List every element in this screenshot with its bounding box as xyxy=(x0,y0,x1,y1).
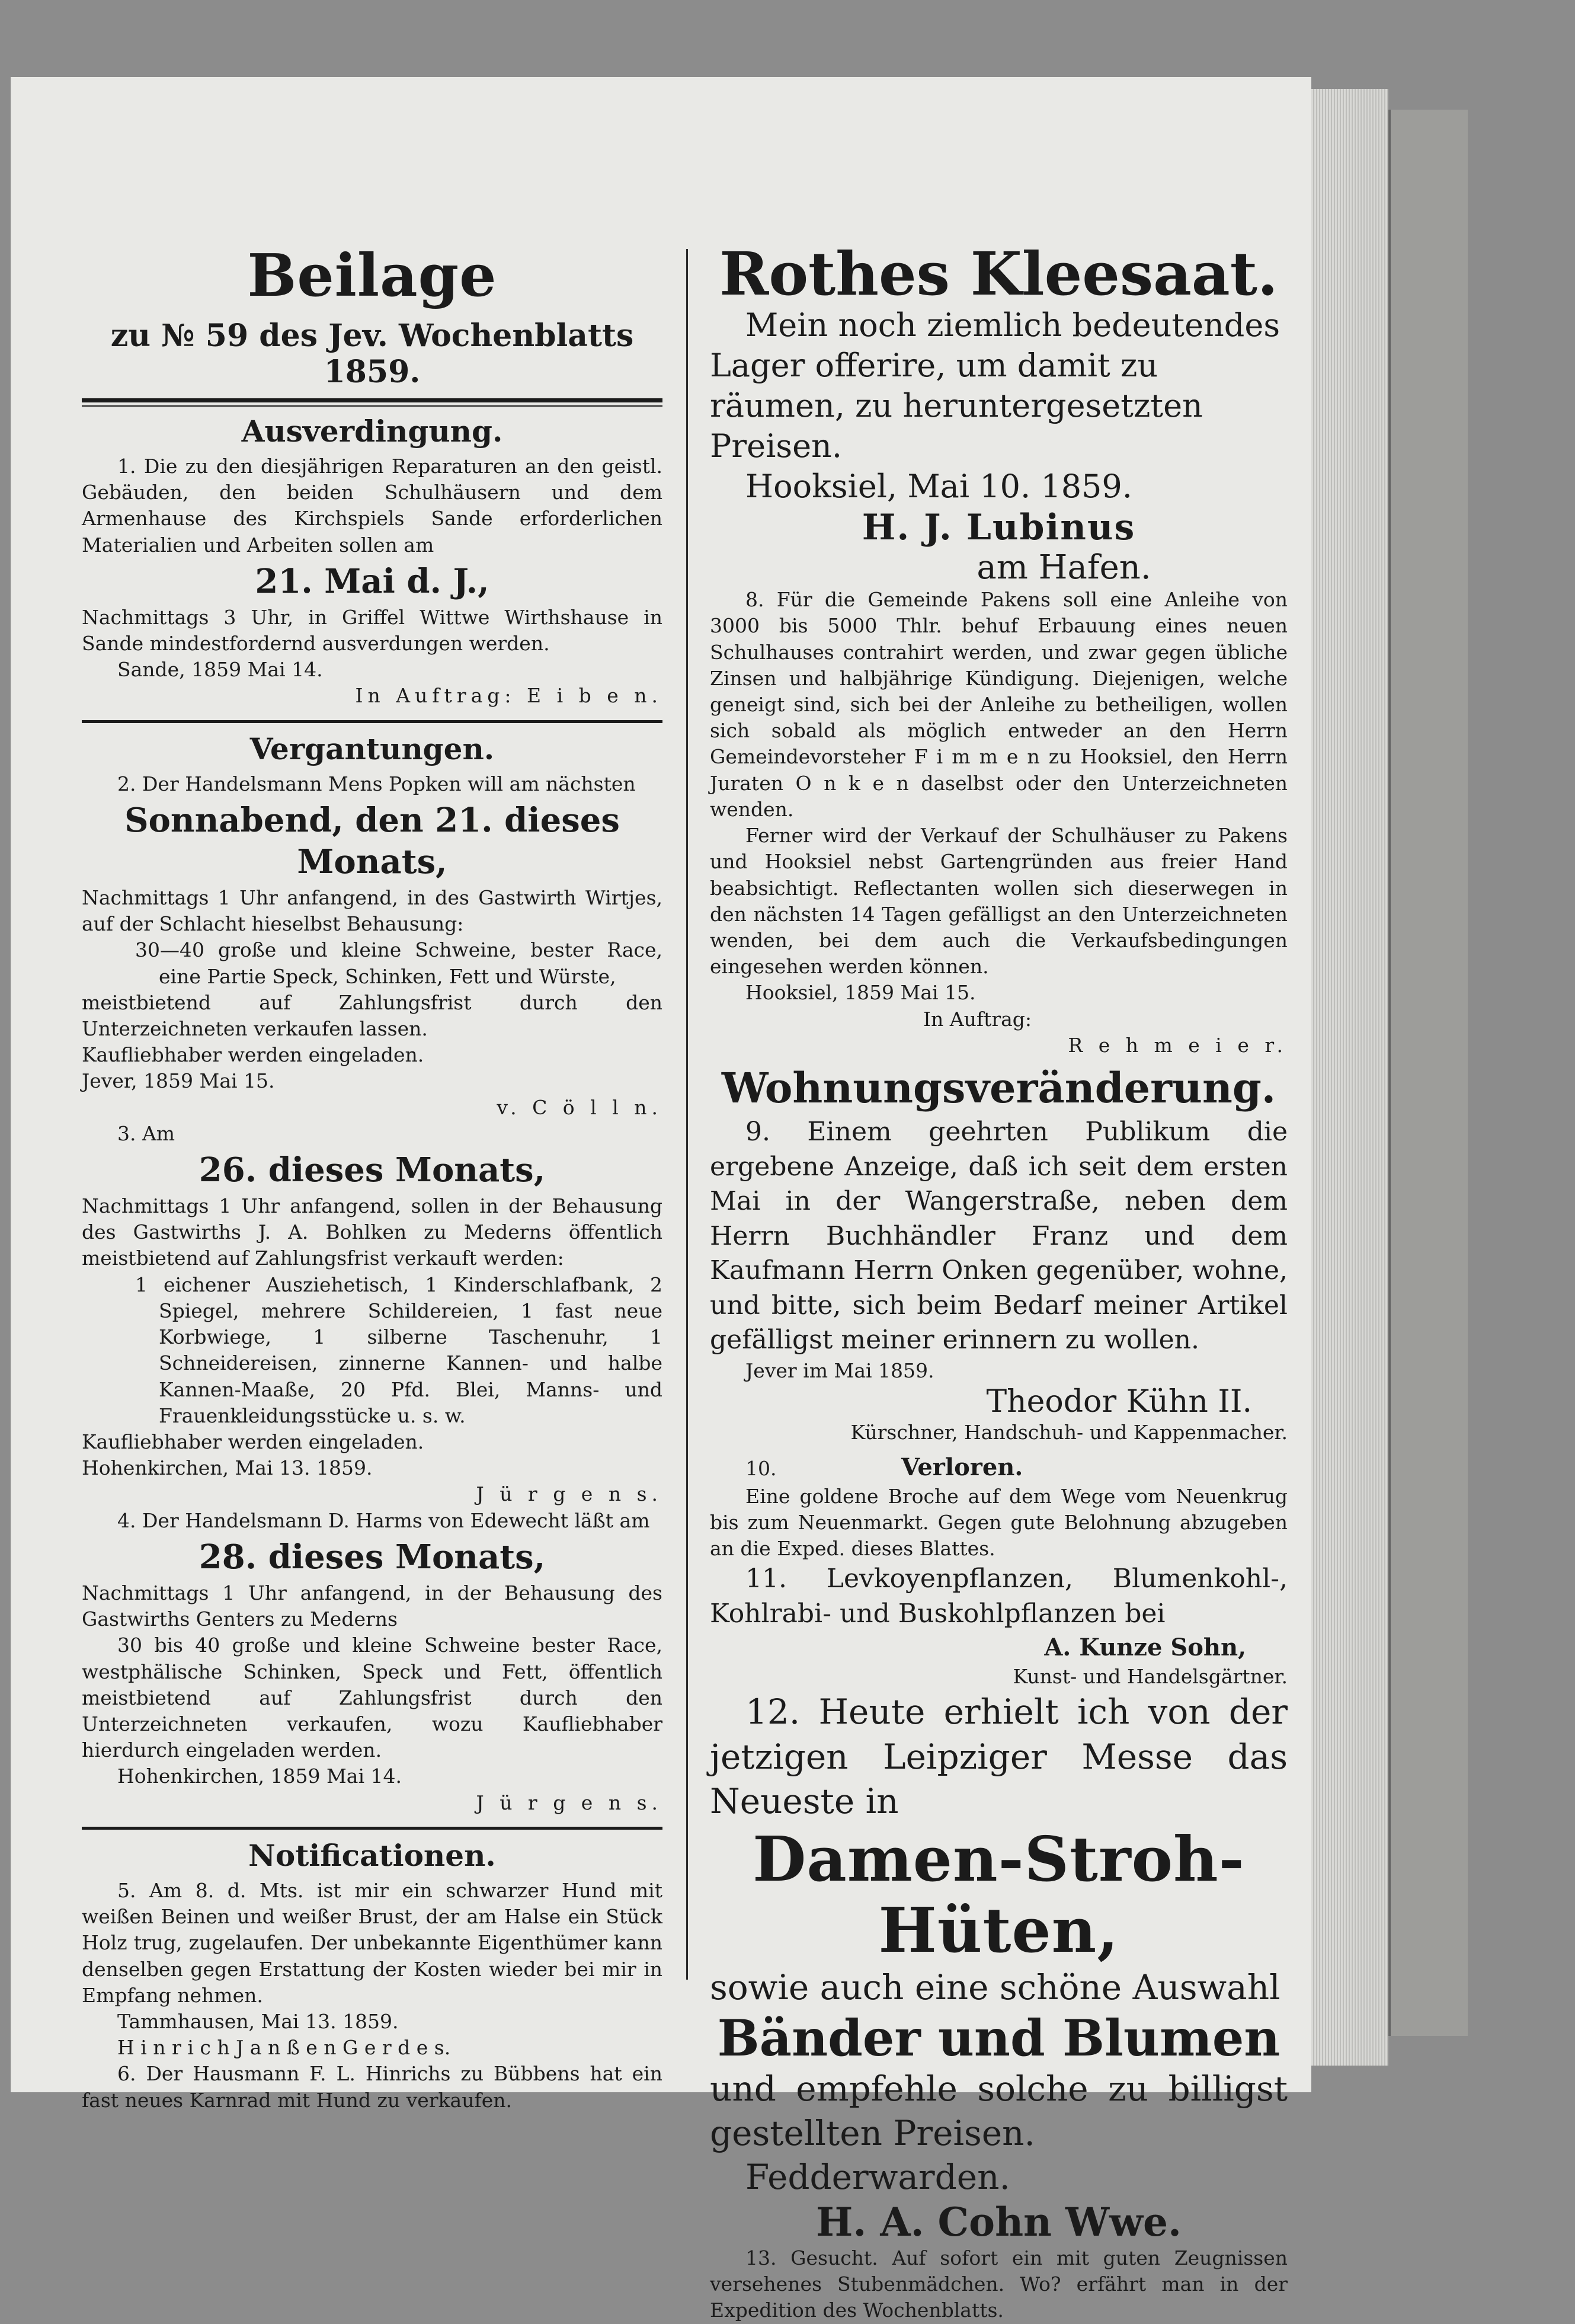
notice-place: Hohenkirchen, Mai 13. 1859. xyxy=(82,1456,373,1480)
notice-text: Ferner wird der Verkauf der Schulhäuser zu Pakens und Hooksiel nebst Gartengründen aus freier Hand beabsichtigt. Reflectanten wollen sich dieserwegen in den nächsten 14 Tagen gefälligst an den Unterzeichneten wenden, bei dem auch die Verkaufsbedingungen eingesehen werden können. xyxy=(710,824,1288,979)
ad-title: Rothes Kleesaat. xyxy=(719,239,1278,309)
ad-text: Eine goldene Broche auf dem Wege vom Neuenkrug bis zum Neuenmarkt. Gegen gute Belohnung abzugeben an die Exped. dieses Blattes. xyxy=(710,1484,1288,1561)
page-subtitle: zu № 59 des Jev. Wochenblatts 1859. xyxy=(110,317,634,390)
notice-signature: H i n r i c h J a n ß e n G e r d e s. xyxy=(117,2036,451,2060)
notice-text: Nachmittags 1 Uhr anfangend, in des Gastwirth Wirtjes, auf der Schlacht hieselbst Behausung: xyxy=(82,886,662,936)
section-heading: Vergantungen. xyxy=(249,731,495,766)
notice-text: 3. Am xyxy=(117,1121,175,1145)
ad-text: 9. Einem geehrten Publikum die ergebene Anzeige, daß ich seit dem ersten Mai in der Wangerstraße, neben dem Herrn Buchhändler Franz und dem Kaufmann Herrn Onken gegenüber, wohne, und bitte, sich beim Bedarf meiner Artikel gefälligst meiner erinnern zu wollen. xyxy=(710,1117,1288,1356)
ad-signature: A. Kunze Sohn, xyxy=(1044,1633,1246,1662)
notice-text: Kaufliebhaber werden eingeladen. xyxy=(82,1430,424,1454)
section-heading: Ausverdingung. xyxy=(241,413,503,449)
notice-signature: R e h m e i e r. xyxy=(1068,1033,1288,1057)
ad-place: Jever im Mai 1859. xyxy=(745,1358,934,1382)
ad-trade: Kunst- und Handelsgärtner. xyxy=(1013,1664,1288,1688)
notice-auftrag: In Auftrag: xyxy=(923,1007,1032,1031)
notice-place: Tammhausen, Mai 13. 1859. xyxy=(117,2009,399,2033)
notice-place: Sande, 1859 Mai 14. xyxy=(117,658,323,682)
ad-signature: Theodor Kühn II. xyxy=(986,1383,1252,1420)
notice-signature: In Auftrag: E i b e n. xyxy=(355,684,662,708)
ad-signature: H. J. Lubinus xyxy=(862,507,1136,549)
right-column xyxy=(710,154,1288,2324)
notice-signature: v. C ö l l n. xyxy=(497,1095,662,1119)
notice-items: 30—40 große und kleine Schweine, bester Race, eine Partie Speck, Schinken, Fett und Würste, xyxy=(135,938,662,988)
ad-text: 12. Heute erhielt ich von der jetzigen Leipziger Messe das Neueste in xyxy=(710,1692,1288,1821)
ad-text: und empfehle solche zu billigst gestellten Preisen. xyxy=(710,2069,1288,2153)
notice-place: Jever, 1859 Mai 15. xyxy=(82,1069,275,1093)
ad-heading: Wohnungsveränderung. xyxy=(721,1063,1276,1113)
ad-headline: Bänder und Blumen xyxy=(717,2008,1281,2067)
notice-text: meistbietend auf Zahlungsfrist durch den Unterzeichneten verkaufen lassen. xyxy=(82,990,662,1040)
section-rule xyxy=(82,720,662,723)
ad-text: 13. Gesucht. Auf sofort ein mit guten Zeugnissen versehenes Stubenmädchen. Wo? erfährt man in der Expedition des Wochenblatts. xyxy=(710,2246,1288,2322)
notice-number: 10. xyxy=(745,1457,777,1481)
notice-date: Sonnabend, den 21. dieses Monats, xyxy=(124,800,620,881)
ad-place: Hooksiel, Mai 10. 1859. xyxy=(745,468,1132,506)
section-heading: Notificationen. xyxy=(248,1837,496,1873)
notice-text: Nachmittags 3 Uhr, in Griffel Wittwe Wirthshause in Sande mindestfordernd ausverdungen werden. xyxy=(82,605,662,655)
notice-date: 21. Mai d. J., xyxy=(255,561,489,601)
page-title: Beilage xyxy=(247,242,497,310)
notice-text: 6. Der Hausmann F. L. Hinrichs zu Bübbens hat ein fast neues Karnrad mit Hund zu verkaufen. xyxy=(82,2062,662,2112)
newspaper-page xyxy=(11,77,1311,2322)
notice-text: 30 bis 40 große und kleine Schweine bester Race, westphälische Schinken, Speck und Fett, öffentlich meistbietend auf Zahlungsfrist durch den Unterzeichneten verkaufen, wozu Kaufliebhaber hierdurch eingeladen werden. xyxy=(82,1633,662,1762)
title-rule xyxy=(82,398,662,407)
section-rule xyxy=(82,1827,662,1830)
notice-place: Hohenkirchen, 1859 Mai 14. xyxy=(117,1764,402,1788)
notice-signature: J ü r g e n s. xyxy=(476,1791,662,1814)
ad-signature: H. A. Cohn Wwe. xyxy=(816,2199,1182,2245)
notice-items: 1 eichener Ausziehetisch, 1 Kinderschlafbank, 2 Spiegel, mehrere Schildereien, 1 fast neue Korbwiege, 1 silberne Taschenuhr, 1 Schneidereisen, zinnerne Kannen- und halbe Kannen-Maaße, 20 Pfd. Blei, Manns- und Frauenkleidungsstücke u. s. w. xyxy=(135,1273,662,1427)
notice-text: 4. Der Handelsmann D. Harms von Edewecht läßt am xyxy=(117,1508,650,1532)
ad-place: Fedderwarden. xyxy=(745,2156,1010,2197)
column-divider xyxy=(686,249,688,1980)
notice-text: Kaufliebhaber werden eingeladen. xyxy=(82,1043,424,1067)
notice-place: Hooksiel, 1859 Mai 15. xyxy=(745,981,976,1005)
ad-heading: Verloren. xyxy=(901,1453,1023,1482)
book-cover xyxy=(1388,110,1468,2036)
left-column xyxy=(82,154,662,2114)
notice-date: 26. dieses Monats, xyxy=(199,1150,546,1190)
notice-text: 8. Für die Gemeinde Pakens soll eine Anleihe von 3000 bis 5000 Thlr. behuf Erbauung eines neuen Schulhauses contrahirt werden, und zwar gegen übliche Zinsen und halbjährige Kündigung. Diejenigen, welche geneigt sind, sich bei der Anleihe zu betheiligen, wollen sich sobald als möglich entweder an den Herrn Gemeindevorsteher F i m m e n zu Hooksiel, den Herrn Juraten O n k e n daselbst oder den Unterzeichneten wenden. xyxy=(710,588,1288,821)
ad-text: Mein noch ziemlich bedeutendes Lager offerire, um damit zu räumen, zu heruntergesetzten Preisen. xyxy=(710,306,1281,465)
notice-date: 28. dieses Monats, xyxy=(199,1537,546,1577)
ad-text: sowie auch eine schöne Auswahl xyxy=(710,1967,1281,2008)
ad-trade: Kürschner, Handschuh- und Kappenmacher. xyxy=(850,1420,1288,1444)
notice-text: Nachmittags 1 Uhr anfangend, sollen in der Behausung des Gastwirths J. A. Bohlken zu Mederns öffentlich meistbietend auf Zahlungsfrist verkauft werden: xyxy=(82,1194,662,1270)
notice-signature: J ü r g e n s. xyxy=(476,1482,662,1506)
notice-text: 2. Der Handelsmann Mens Popken will am nächsten xyxy=(117,772,636,795)
book-page-edges xyxy=(1311,89,1388,2066)
ad-headline: Damen-Stroh-Hüten, xyxy=(753,1823,1245,1967)
notice-text: 5. Am 8. d. Mts. ist mir ein schwarzer Hund mit weißen Beinen und weißer Brust, der am Halse ein Stück Holz trug, zugelaufen. Der unbekannte Eigenthümer kann denselben gegen Erstattung der Kosten wieder bei mir in Empfang nehmen. xyxy=(82,1878,662,2007)
ad-address: am Hafen. xyxy=(977,548,1151,587)
notice-text: 1. Die zu den diesjährigen Reparaturen an den geistl. Gebäuden, den beiden Schulhäusern und dem Armenhause des Kirchspiels Sande erforderlichen Materialien und Arbeiten sollen am xyxy=(82,454,662,557)
notice-text: Nachmittags 1 Uhr anfangend, in der Behausung des Gastwirths Genters zu Mederns xyxy=(82,1581,662,1631)
ad-text: 11. Levkoyenpflanzen, Blumenkohl-, Kohlrabi- und Buskohlpflanzen bei xyxy=(710,1564,1288,1629)
